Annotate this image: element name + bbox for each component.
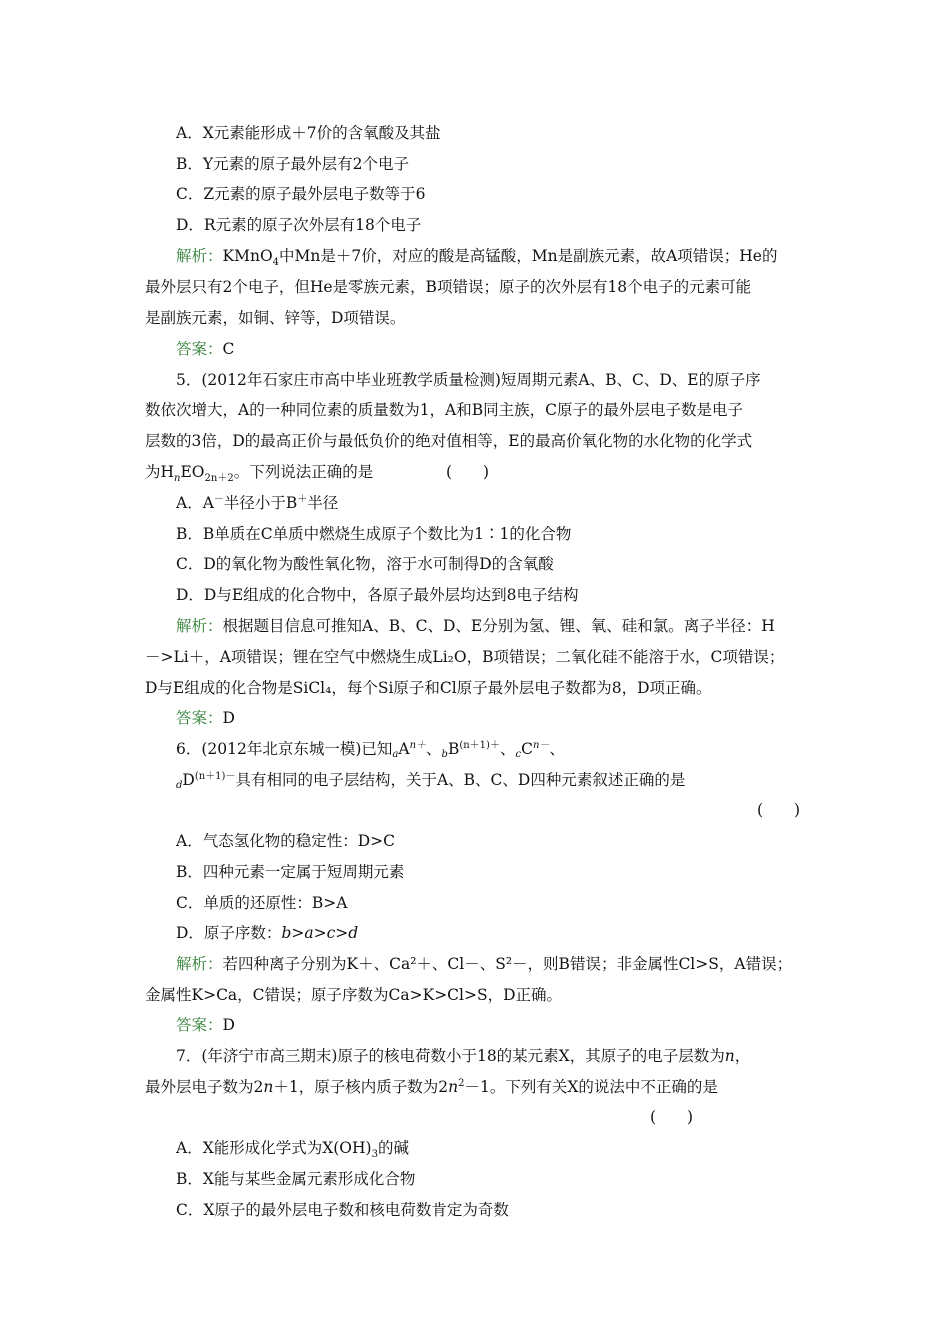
q4-answer xyxy=(176,338,234,360)
analysis-text: 中Mn是＋7价，对应的酸是高锰酸，Mn是副族元素，故A项错误；He的 xyxy=(279,247,778,265)
q5-option-d: D．D与E组成的化合物中，各原子最外层均达到8电子结构 xyxy=(176,586,579,604)
option-text: D．原子序数： xyxy=(176,924,282,942)
q5-analysis-line-3: D与E组成的化合物是SiCl₄，每个Si原子和Cl原子最外层电子数都为8，D项正确。 xyxy=(145,679,712,697)
q6-stem-line-2 xyxy=(176,769,685,797)
q6-analysis-line-1 xyxy=(176,953,792,975)
stem-text: 最外层电子数为2 xyxy=(145,1078,264,1096)
analysis-text: 根据题目信息可推知A、B、C、D、E分别为氢、锂、氧、硅和氯。离子半径：H xyxy=(222,617,775,635)
analysis-text: 若四种离子分别为K＋、Ca²＋、Cl－、S²－，则B错误；非金属性Cl>S，A错误； xyxy=(222,955,793,973)
analysis-label: 解析： xyxy=(176,955,223,973)
q4-option-a: A．X元素能形成＋7价的含氧酸及其盐 xyxy=(176,124,441,142)
option-text: 半径小于B xyxy=(223,494,298,512)
superscript: － xyxy=(213,493,224,505)
option-text: 的碱 xyxy=(377,1139,409,1157)
ion-symbol: D xyxy=(182,771,195,789)
q5-analysis-line-1 xyxy=(176,615,775,637)
q5-option-c: C．D的氧化物为酸性氧化物，溶于水可制得D的含氧酸 xyxy=(176,555,554,573)
q4-option-d: D．R元素的原子次外层有18个电子 xyxy=(176,216,422,234)
stem-text: EO xyxy=(180,463,205,481)
q5-option-b: B．B单质在C单质中燃烧生成原子个数比为1∶1的化合物 xyxy=(176,525,572,543)
stem-text: ， xyxy=(734,1047,751,1065)
q6-option-b: B．四种元素一定属于短周期元素 xyxy=(176,863,405,881)
analysis-label: 解析： xyxy=(176,247,223,265)
q5-analysis-line-2: －>Li＋，A项错误；锂在空气中燃烧生成Li₂O，B项错误；二氧化硅不能溶于水，C项错误； xyxy=(145,648,785,666)
ion-prefix: b xyxy=(441,749,448,760)
stem-variable: n xyxy=(724,1047,735,1065)
q5-stem-line-2: 数依次增大，A的一种同位素的质量数为1，A和B同主族，C原子的最外层电子数是电子 xyxy=(145,401,744,419)
answer-label: 答案： xyxy=(176,340,223,358)
analysis-label: 解析： xyxy=(176,617,223,635)
q6-option-a: A．气态氢化物的稳定性：D>C xyxy=(176,832,395,850)
superscript: n＋ xyxy=(409,739,427,751)
answer-value: C xyxy=(222,340,235,358)
separator: 、 xyxy=(426,740,442,758)
q4-option-c: C．Z元素的原子最外层电子数等于6 xyxy=(176,185,426,203)
superscript: n－ xyxy=(532,739,550,751)
subscript: n xyxy=(174,473,181,485)
q5-stem-line-3: 层数的3倍，D的最高正价与最低负价的绝对值相等，E的最高价氧化物的水化物的化学式 xyxy=(145,432,753,450)
stem-text: ＋1，原子核内质子数为2 xyxy=(273,1078,449,1096)
q5-stem-line-1: 5．(2012年石家庄市高中毕业班教学质量检测)短周期元素A、B、C、D、E的原子序 xyxy=(176,371,761,389)
option-text: A．X能形成化学式为X(OH) xyxy=(176,1139,372,1157)
stem-text: 6．(2012年北京东城一模)已知 xyxy=(176,740,393,758)
superscript: 2 xyxy=(458,1077,465,1089)
option-text: A．A xyxy=(176,494,214,512)
subscript: 3 xyxy=(371,1149,378,1161)
superscript: ＋ xyxy=(297,493,308,505)
q7-answer-bracket: ( ) xyxy=(650,1108,694,1126)
q6-option-d xyxy=(176,922,358,944)
q6-stem-line-1 xyxy=(176,738,565,766)
q4-analysis-line-2: 最外层只有2个电子，但He是零族元素，B项错误；原子的次外层有18个电子的元素可能 xyxy=(145,278,752,296)
subscript: 4 xyxy=(272,257,280,269)
separator: 、 xyxy=(549,740,565,758)
q6-analysis-line-2: 金属性K>Ca，C错误；原子序数为Ca>K>Cl>S，D正确。 xyxy=(145,986,563,1004)
q4-analysis-line-1 xyxy=(176,245,778,267)
stem-text: －1。下列有关X的说法中不正确的是 xyxy=(464,1078,718,1096)
option-text: 半径 xyxy=(307,494,339,512)
q5-answer-bracket: ( ) xyxy=(446,463,490,481)
stem-text: 为H xyxy=(145,463,175,481)
q7-option-c: C．X原子的最外层电子数和核电荷数肯定为奇数 xyxy=(176,1201,509,1219)
answer-label: 答案： xyxy=(176,1016,223,1034)
q5-stem-line-4 xyxy=(145,461,373,483)
stem-text: 。下列说法正确的是 xyxy=(233,463,374,481)
q5-answer xyxy=(176,707,235,729)
ion-prefix: a xyxy=(392,749,399,760)
analysis-text: KMnO xyxy=(222,247,273,265)
answer-label: 答案： xyxy=(176,709,223,727)
stem-text: 具有相同的电子层结构，关于A、B、C、D四种元素叙述正确的是 xyxy=(235,771,686,789)
subscript: 2n＋2 xyxy=(204,473,234,485)
ion-symbol: C xyxy=(521,740,533,758)
q7-option-b: B．X能与某些金属元素形成化合物 xyxy=(176,1170,416,1188)
stem-variable: n xyxy=(448,1078,459,1096)
q5-option-a xyxy=(176,492,338,514)
q7-stem-line-2 xyxy=(145,1076,718,1098)
ion-symbol: A xyxy=(398,740,410,758)
superscript: (n＋1)＋ xyxy=(459,739,500,751)
q4-analysis-line-3: 是副族元素，如铜、锌等，D项错误。 xyxy=(145,309,406,327)
answer-value: D xyxy=(222,1016,235,1034)
ion-prefix: c xyxy=(515,749,522,760)
answer-value: D xyxy=(222,709,235,727)
ion-symbol: B xyxy=(447,740,460,758)
option-text: b>a>c>d xyxy=(281,924,359,942)
stem-text: 7．(年济宁市高三期末)原子的核电荷数小于18的某元素X，其原子的电子层数为 xyxy=(176,1047,725,1065)
separator: 、 xyxy=(499,740,516,758)
q6-answer-bracket: ( ) xyxy=(757,801,801,819)
q7-stem-line-1 xyxy=(176,1045,750,1067)
stem-variable: n xyxy=(263,1078,274,1096)
q4-option-b: B．Y元素的原子最外层有2个电子 xyxy=(176,155,409,173)
q7-option-a xyxy=(176,1137,409,1159)
q6-option-c: C．单质的还原性：B>A xyxy=(176,894,348,912)
superscript: (n＋1)－ xyxy=(194,770,236,782)
q6-answer xyxy=(176,1014,235,1036)
ion-prefix: d xyxy=(176,780,183,791)
